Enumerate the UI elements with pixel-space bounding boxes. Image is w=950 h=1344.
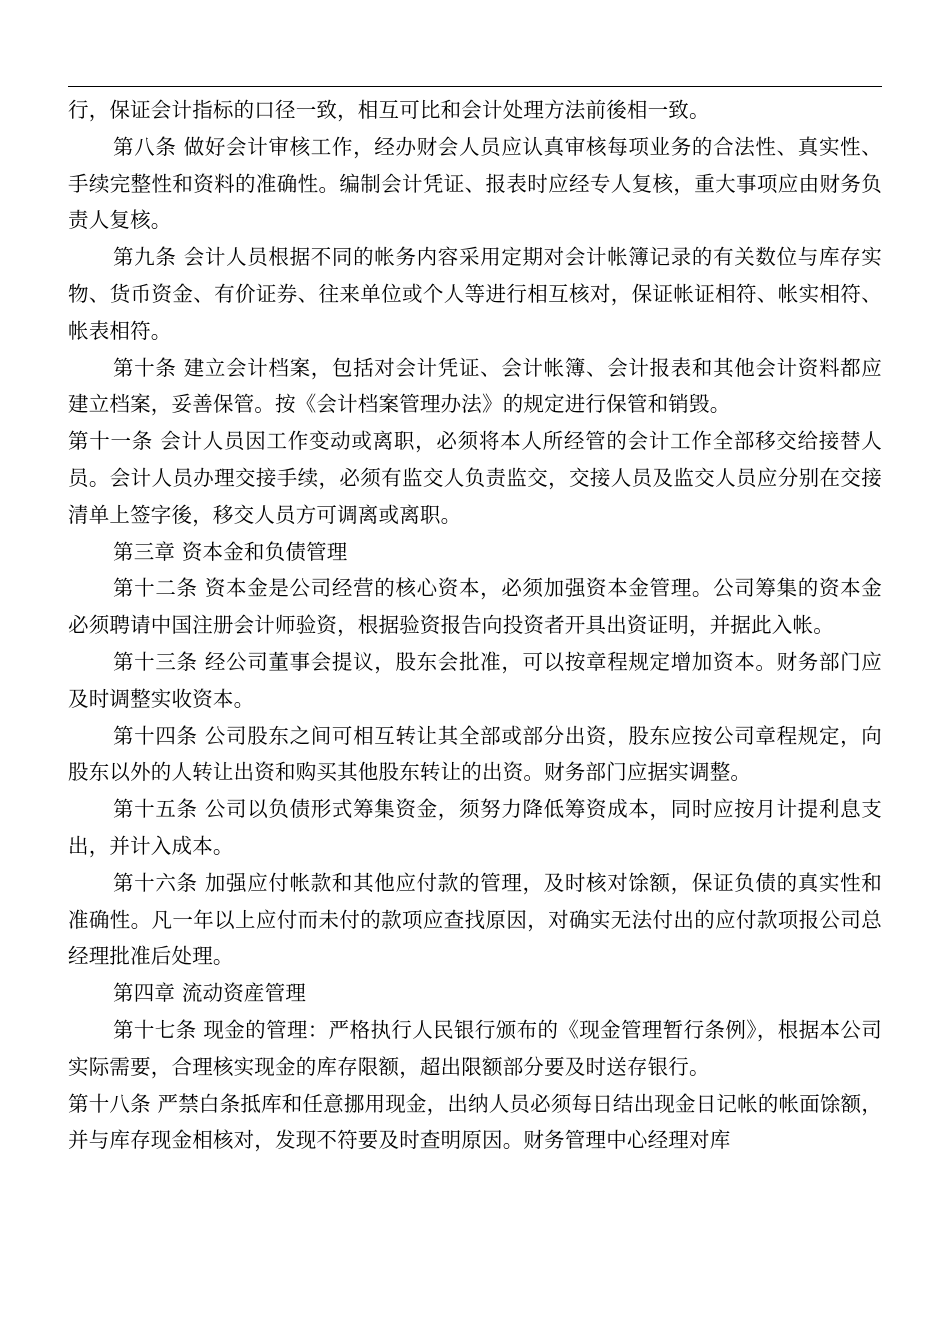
- article-18: 第十八条 严禁白条抵库和任意挪用现金，出纳人员必须每日结出现金日记帐的帐面馀额，并与库存现金相核对，发现不符要及时查明原因。财务管理中心经理对库: [68, 1091, 883, 1153]
- article-8: 第八条 做好会计审核工作，经办财会人员应认真审核每项业务的合法性、真实性、手续完整性和资料的准确性。编制会计凭证、报表时应经专人复核，重大事项应由财务负责人复核。: [68, 134, 882, 233]
- chapter-4-heading: 第四章 流动资産管理: [113, 981, 307, 1006]
- article-13: 第十三条 经公司董事会提议，股东会批准，可以按章程规定增加资本。财务部门应及时调整实收资本。: [68, 649, 882, 711]
- article-12: 第十二条 资本金是公司经营的核心资本，必须加强资本金管理。公司筹集的资本金必须聘请中国注册会计师验资，根据验资报告向投资者开具出资证明，并据此入帐。: [68, 576, 882, 638]
- paragraph-1: 行，保证会计指标的口径一致，相互可比和会计处理方法前後相一致。: [68, 98, 710, 122]
- article-11: 第十一条 会计人员因工作变动或离职，必须将本人所经管的会计工作全部移交给接替人员。会计人员办理交接手续，必须有监交人负责监交，交接人员及监交人员应分别在交接清单上签字後，移交人员方可调离或离职。: [68, 429, 882, 527]
- article-16: 第十六条 加强应付帐款和其他应付款的管理，及时核对馀额，保证负债的真实性和准确性。凡一年以上应付而未付的款项应查找原因，对确实无法付出的应付款项报公司总经理批准后处理。: [68, 870, 882, 969]
- document-body: [68, 92, 882, 1159]
- chapter-3-heading: 第三章 资本金和负债管理: [113, 539, 348, 564]
- article-9: 第九条 会计人员根据不同的帐务内容采用定期对会计帐簿记录的有关数位与库存实物、货币资金、有价证券、往来单位或个人等进行相互核对，保证帐证相符、帐实相符、帐表相符。: [68, 245, 882, 343]
- article-17: 第十七条 现金的管理：严格执行人民银行颁布的《现金管理暂行条例》，根据本公司实际需要，合理核实现金的库存限额，超出限额部分要及时送存银行。: [68, 1017, 882, 1079]
- article-10: 第十条 建立会计档案，包括对会计凭证、会计帐簿、会计报表和其他会计资料都应建立档案，妥善保管。按《会计档案管理办法》的规定进行保管和销毁。: [68, 355, 882, 417]
- article-14: 第十四条 公司股东之间可相互转让其全部或部分出资，股东应按公司章程规定，向股东以外的人转让出资和购买其他股东转让的出资。财务部门应据实调整。: [68, 723, 882, 785]
- article-15: 第十五条 公司以负债形式筹集资金，须努力降低筹资成本，同时应按月计提利息支出，并计入成本。: [68, 797, 882, 858]
- header-rule: [68, 86, 882, 87]
